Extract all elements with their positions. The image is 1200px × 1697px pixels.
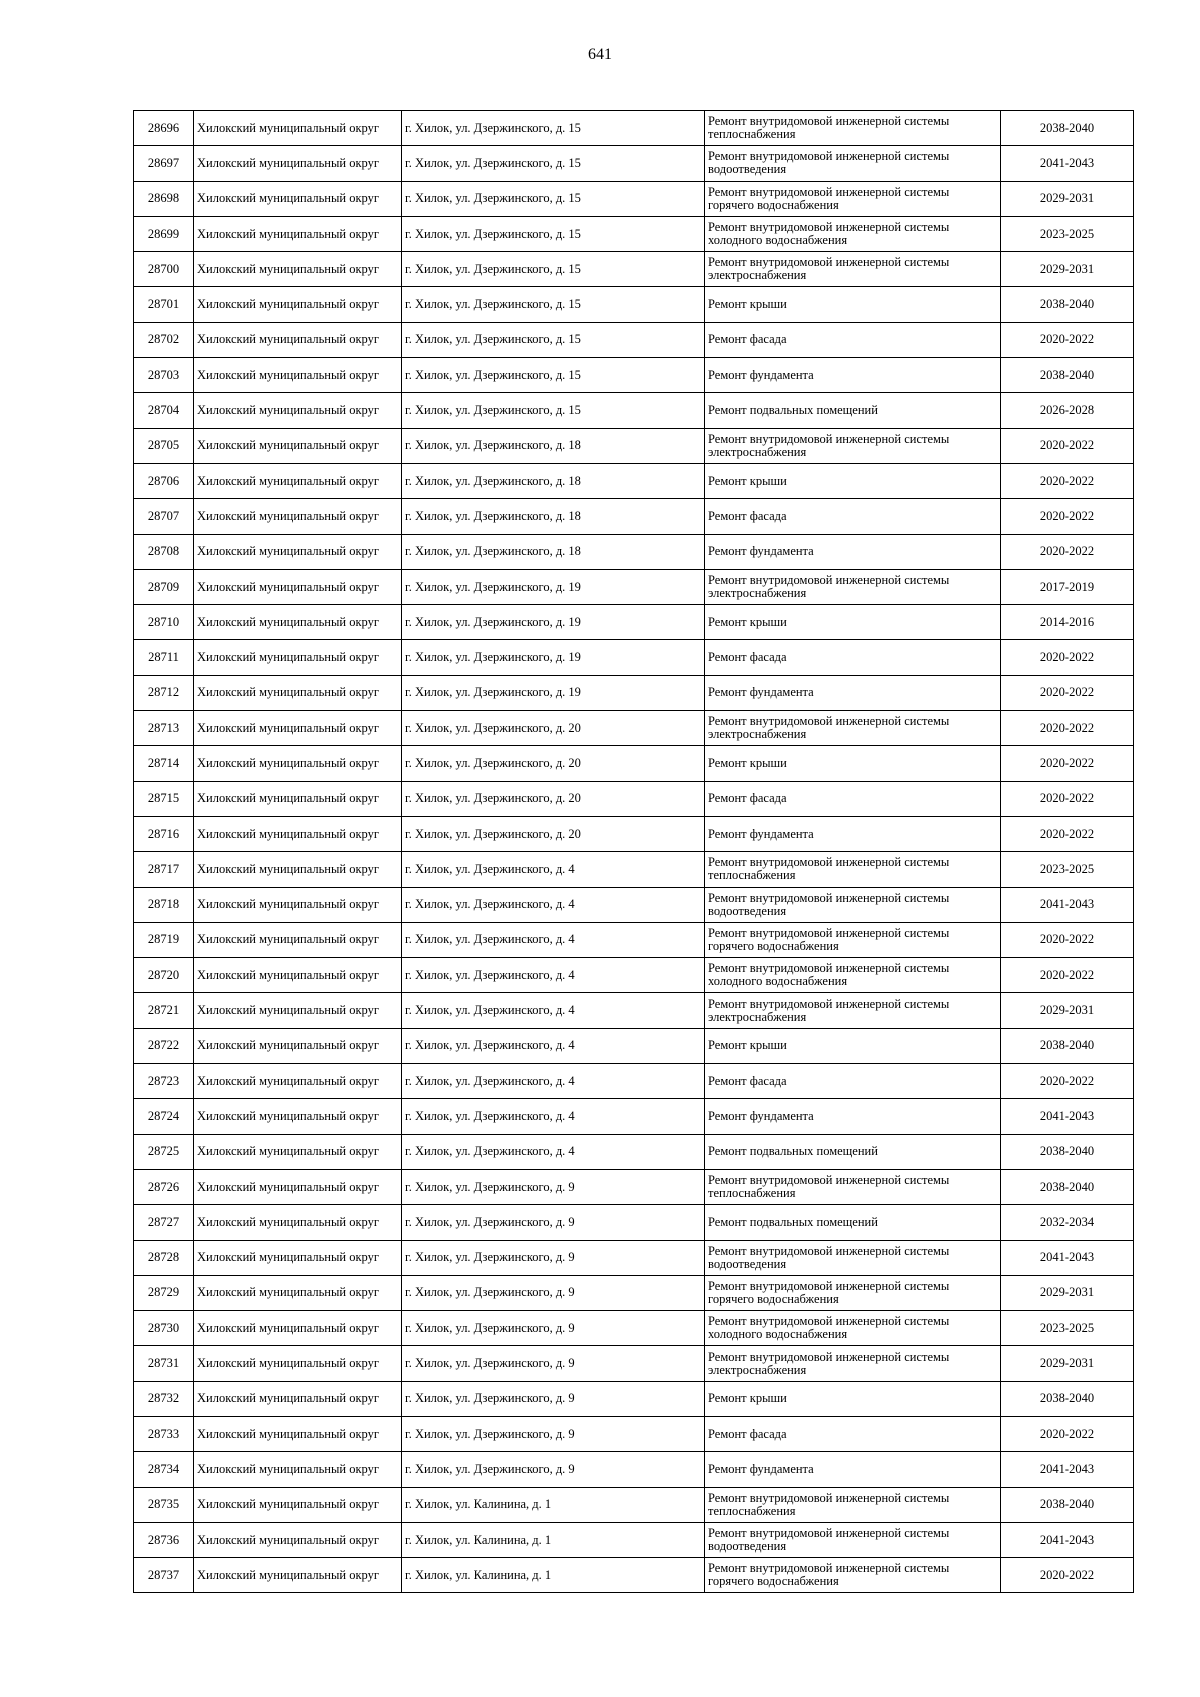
- address-cell: г. Хилок, ул. Калинина, д. 1: [402, 1558, 705, 1593]
- municipality-cell: Хилокский муниципальный округ: [194, 816, 402, 851]
- work-type-cell: Ремонт внутридомовой инженерной системы водоотведения: [705, 1522, 1001, 1557]
- work-type-cell: Ремонт подвальных помещений: [705, 1205, 1001, 1240]
- period-cell: 2041-2043: [1001, 146, 1134, 181]
- municipality-cell: Хилокский муниципальный округ: [194, 1275, 402, 1310]
- table-row: [134, 993, 1134, 1028]
- address-cell: г. Хилок, ул. Дзержинского, д. 19: [402, 675, 705, 710]
- address-cell: г. Хилок, ул. Дзержинского, д. 15: [402, 322, 705, 357]
- municipality-cell: Хилокский муниципальный округ: [194, 1205, 402, 1240]
- work-type-cell: Ремонт фасада: [705, 781, 1001, 816]
- table-row: [134, 675, 1134, 710]
- address-cell: г. Хилок, ул. Дзержинского, д. 20: [402, 781, 705, 816]
- period-cell: 2029-2031: [1001, 1275, 1134, 1310]
- table-row: [134, 1134, 1134, 1169]
- work-type-cell: Ремонт внутридомовой инженерной системы водоотведения: [705, 146, 1001, 181]
- period-cell: 2020-2022: [1001, 746, 1134, 781]
- period-cell: 2020-2022: [1001, 534, 1134, 569]
- row-number-cell: 28731: [134, 1346, 194, 1381]
- work-type-cell: Ремонт крыши: [705, 746, 1001, 781]
- table-row: [134, 1028, 1134, 1063]
- period-cell: 2032-2034: [1001, 1205, 1134, 1240]
- period-cell: 2020-2022: [1001, 1064, 1134, 1099]
- registry-table: [133, 110, 1134, 1593]
- municipality-cell: Хилокский муниципальный округ: [194, 358, 402, 393]
- address-cell: г. Хилок, ул. Калинина, д. 1: [402, 1522, 705, 1557]
- period-cell: 2017-2019: [1001, 569, 1134, 604]
- row-number-cell: 28704: [134, 393, 194, 428]
- period-cell: 2020-2022: [1001, 781, 1134, 816]
- address-cell: г. Хилок, ул. Дзержинского, д. 20: [402, 816, 705, 851]
- row-number-cell: 28720: [134, 958, 194, 993]
- table-row: [134, 499, 1134, 534]
- work-type-cell: Ремонт внутридомовой инженерной системы горячего водоснабжения: [705, 1275, 1001, 1310]
- work-type-cell: Ремонт крыши: [705, 1028, 1001, 1063]
- table-row: [134, 781, 1134, 816]
- work-type-cell: Ремонт фундамента: [705, 1099, 1001, 1134]
- period-cell: 2029-2031: [1001, 1346, 1134, 1381]
- municipality-cell: Хилокский муниципальный округ: [194, 1240, 402, 1275]
- address-cell: г. Хилок, ул. Дзержинского, д. 15: [402, 216, 705, 251]
- address-cell: г. Хилок, ул. Дзержинского, д. 19: [402, 640, 705, 675]
- address-cell: г. Хилок, ул. Дзержинского, д. 9: [402, 1452, 705, 1487]
- address-cell: г. Хилок, ул. Дзержинского, д. 9: [402, 1275, 705, 1310]
- row-number-cell: 28727: [134, 1205, 194, 1240]
- work-type-cell: Ремонт подвальных помещений: [705, 1134, 1001, 1169]
- municipality-cell: Хилокский муниципальный округ: [194, 181, 402, 216]
- work-type-cell: Ремонт внутридомовой инженерной системы водоотведения: [705, 887, 1001, 922]
- address-cell: г. Хилок, ул. Дзержинского, д. 18: [402, 463, 705, 498]
- municipality-cell: Хилокский муниципальный округ: [194, 1416, 402, 1451]
- address-cell: г. Хилок, ул. Дзержинского, д. 9: [402, 1240, 705, 1275]
- table-row: [134, 1240, 1134, 1275]
- municipality-cell: Хилокский муниципальный округ: [194, 216, 402, 251]
- address-cell: г. Хилок, ул. Калинина, д. 1: [402, 1487, 705, 1522]
- period-cell: 2020-2022: [1001, 816, 1134, 851]
- municipality-cell: Хилокский муниципальный округ: [194, 887, 402, 922]
- row-number-cell: 28701: [134, 287, 194, 322]
- municipality-cell: Хилокский муниципальный округ: [194, 1522, 402, 1557]
- period-cell: 2023-2025: [1001, 852, 1134, 887]
- address-cell: г. Хилок, ул. Дзержинского, д. 18: [402, 534, 705, 569]
- row-number-cell: 28716: [134, 816, 194, 851]
- table-row: [134, 1169, 1134, 1204]
- period-cell: 2023-2025: [1001, 1311, 1134, 1346]
- work-type-cell: Ремонт внутридомовой инженерной системы электроснабжения: [705, 428, 1001, 463]
- municipality-cell: Хилокский муниципальный округ: [194, 1169, 402, 1204]
- address-cell: г. Хилок, ул. Дзержинского, д. 4: [402, 922, 705, 957]
- municipality-cell: Хилокский муниципальный округ: [194, 569, 402, 604]
- address-cell: г. Хилок, ул. Дзержинского, д. 15: [402, 252, 705, 287]
- work-type-cell: Ремонт внутридомовой инженерной системы электроснабжения: [705, 569, 1001, 604]
- row-number-cell: 28698: [134, 181, 194, 216]
- work-type-cell: Ремонт фундамента: [705, 1452, 1001, 1487]
- row-number-cell: 28736: [134, 1522, 194, 1557]
- period-cell: 2041-2043: [1001, 1452, 1134, 1487]
- row-number-cell: 28723: [134, 1064, 194, 1099]
- municipality-cell: Хилокский муниципальный округ: [194, 252, 402, 287]
- municipality-cell: Хилокский муниципальный округ: [194, 746, 402, 781]
- table-row: [134, 1522, 1134, 1557]
- municipality-cell: Хилокский муниципальный округ: [194, 1487, 402, 1522]
- municipality-cell: Хилокский муниципальный округ: [194, 428, 402, 463]
- address-cell: г. Хилок, ул. Дзержинского, д. 19: [402, 569, 705, 604]
- period-cell: 2041-2043: [1001, 1240, 1134, 1275]
- work-type-cell: Ремонт фасада: [705, 1416, 1001, 1451]
- address-cell: г. Хилок, ул. Дзержинского, д. 9: [402, 1169, 705, 1204]
- row-number-cell: 28719: [134, 922, 194, 957]
- table-row: [134, 1064, 1134, 1099]
- table-row: [134, 287, 1134, 322]
- period-cell: 2026-2028: [1001, 393, 1134, 428]
- address-cell: г. Хилок, ул. Дзержинского, д. 4: [402, 852, 705, 887]
- table-row: [134, 216, 1134, 251]
- period-cell: 2020-2022: [1001, 640, 1134, 675]
- work-type-cell: Ремонт фундамента: [705, 358, 1001, 393]
- work-type-cell: Ремонт фундамента: [705, 675, 1001, 710]
- period-cell: 2038-2040: [1001, 287, 1134, 322]
- municipality-cell: Хилокский муниципальный округ: [194, 1311, 402, 1346]
- row-number-cell: 28729: [134, 1275, 194, 1310]
- row-number-cell: 28710: [134, 605, 194, 640]
- municipality-cell: Хилокский муниципальный округ: [194, 958, 402, 993]
- table-row: [134, 640, 1134, 675]
- work-type-cell: Ремонт внутридомовой инженерной системы холодного водоснабжения: [705, 958, 1001, 993]
- work-type-cell: Ремонт внутридомовой инженерной системы горячего водоснабжения: [705, 922, 1001, 957]
- row-number-cell: 28711: [134, 640, 194, 675]
- work-type-cell: Ремонт внутридомовой инженерной системы холодного водоснабжения: [705, 216, 1001, 251]
- row-number-cell: 28715: [134, 781, 194, 816]
- period-cell: 2041-2043: [1001, 887, 1134, 922]
- work-type-cell: Ремонт внутридомовой инженерной системы электроснабжения: [705, 252, 1001, 287]
- row-number-cell: 28700: [134, 252, 194, 287]
- table-row: [134, 1487, 1134, 1522]
- address-cell: г. Хилок, ул. Дзержинского, д. 4: [402, 1134, 705, 1169]
- municipality-cell: Хилокский муниципальный округ: [194, 781, 402, 816]
- work-type-cell: Ремонт крыши: [705, 1381, 1001, 1416]
- period-cell: 2020-2022: [1001, 922, 1134, 957]
- address-cell: г. Хилок, ул. Дзержинского, д. 15: [402, 393, 705, 428]
- table-row: [134, 1099, 1134, 1134]
- row-number-cell: 28734: [134, 1452, 194, 1487]
- row-number-cell: 28717: [134, 852, 194, 887]
- municipality-cell: Хилокский муниципальный округ: [194, 852, 402, 887]
- municipality-cell: Хилокский муниципальный округ: [194, 1381, 402, 1416]
- period-cell: 2038-2040: [1001, 358, 1134, 393]
- period-cell: 2038-2040: [1001, 111, 1134, 146]
- municipality-cell: Хилокский муниципальный округ: [194, 1558, 402, 1593]
- page-number: 641: [588, 46, 612, 63]
- row-number-cell: 28709: [134, 569, 194, 604]
- table-row: [134, 1275, 1134, 1310]
- table-row: [134, 393, 1134, 428]
- row-number-cell: 28722: [134, 1028, 194, 1063]
- period-cell: 2014-2016: [1001, 605, 1134, 640]
- table-row: [134, 1558, 1134, 1593]
- period-cell: 2041-2043: [1001, 1522, 1134, 1557]
- table-row: [134, 1311, 1134, 1346]
- period-cell: 2038-2040: [1001, 1487, 1134, 1522]
- municipality-cell: Хилокский муниципальный округ: [194, 499, 402, 534]
- period-cell: 2020-2022: [1001, 1416, 1134, 1451]
- table-row: [134, 1346, 1134, 1381]
- row-number-cell: 28697: [134, 146, 194, 181]
- period-cell: 2020-2022: [1001, 1558, 1134, 1593]
- work-type-cell: Ремонт фундамента: [705, 816, 1001, 851]
- row-number-cell: 28718: [134, 887, 194, 922]
- row-number-cell: 28707: [134, 499, 194, 534]
- work-type-cell: Ремонт фундамента: [705, 534, 1001, 569]
- work-type-cell: Ремонт подвальных помещений: [705, 393, 1001, 428]
- period-cell: 2020-2022: [1001, 711, 1134, 746]
- work-type-cell: Ремонт внутридомовой инженерной системы электроснабжения: [705, 993, 1001, 1028]
- work-type-cell: Ремонт внутридомовой инженерной системы теплоснабжения: [705, 852, 1001, 887]
- address-cell: г. Хилок, ул. Дзержинского, д. 18: [402, 428, 705, 463]
- municipality-cell: Хилокский муниципальный округ: [194, 1134, 402, 1169]
- table-row: [134, 887, 1134, 922]
- row-number-cell: 28726: [134, 1169, 194, 1204]
- table-row: [134, 252, 1134, 287]
- work-type-cell: Ремонт внутридомовой инженерной системы теплоснабжения: [705, 111, 1001, 146]
- row-number-cell: 28713: [134, 711, 194, 746]
- address-cell: г. Хилок, ул. Дзержинского, д. 19: [402, 605, 705, 640]
- period-cell: 2041-2043: [1001, 1099, 1134, 1134]
- table-row: [134, 852, 1134, 887]
- table-row: [134, 605, 1134, 640]
- municipality-cell: Хилокский муниципальный округ: [194, 1099, 402, 1134]
- address-cell: г. Хилок, ул. Дзержинского, д. 4: [402, 993, 705, 1028]
- work-type-cell: Ремонт внутридомовой инженерной системы электроснабжения: [705, 1346, 1001, 1381]
- work-type-cell: Ремонт фасада: [705, 1064, 1001, 1099]
- table-row: [134, 1416, 1134, 1451]
- period-cell: 2038-2040: [1001, 1381, 1134, 1416]
- row-number-cell: 28728: [134, 1240, 194, 1275]
- row-number-cell: 28705: [134, 428, 194, 463]
- work-type-cell: Ремонт внутридомовой инженерной системы водоотведения: [705, 1240, 1001, 1275]
- address-cell: г. Хилок, ул. Дзержинского, д. 20: [402, 711, 705, 746]
- municipality-cell: Хилокский муниципальный округ: [194, 1028, 402, 1063]
- municipality-cell: Хилокский муниципальный округ: [194, 711, 402, 746]
- period-cell: 2029-2031: [1001, 252, 1134, 287]
- municipality-cell: Хилокский муниципальный округ: [194, 1064, 402, 1099]
- work-type-cell: Ремонт внутридомовой инженерной системы теплоснабжения: [705, 1169, 1001, 1204]
- table-row: [134, 146, 1134, 181]
- table-row: [134, 569, 1134, 604]
- work-type-cell: Ремонт фасада: [705, 322, 1001, 357]
- address-cell: г. Хилок, ул. Дзержинского, д. 15: [402, 146, 705, 181]
- work-type-cell: Ремонт внутридомовой инженерной системы теплоснабжения: [705, 1487, 1001, 1522]
- address-cell: г. Хилок, ул. Дзержинского, д. 4: [402, 958, 705, 993]
- table-row: [134, 463, 1134, 498]
- period-cell: 2020-2022: [1001, 675, 1134, 710]
- work-type-cell: Ремонт фасада: [705, 640, 1001, 675]
- period-cell: 2029-2031: [1001, 181, 1134, 216]
- row-number-cell: 28733: [134, 1416, 194, 1451]
- row-number-cell: 28737: [134, 1558, 194, 1593]
- address-cell: г. Хилок, ул. Дзержинского, д. 18: [402, 499, 705, 534]
- municipality-cell: Хилокский муниципальный округ: [194, 1452, 402, 1487]
- table-row: [134, 711, 1134, 746]
- work-type-cell: Ремонт внутридомовой инженерной системы холодного водоснабжения: [705, 1311, 1001, 1346]
- address-cell: г. Хилок, ул. Дзержинского, д. 15: [402, 181, 705, 216]
- table-row: [134, 1452, 1134, 1487]
- row-number-cell: 28699: [134, 216, 194, 251]
- address-cell: г. Хилок, ул. Дзержинского, д. 15: [402, 287, 705, 322]
- address-cell: г. Хилок, ул. Дзержинского, д. 4: [402, 1064, 705, 1099]
- row-number-cell: 28712: [134, 675, 194, 710]
- address-cell: г. Хилок, ул. Дзержинского, д. 9: [402, 1381, 705, 1416]
- period-cell: 2020-2022: [1001, 428, 1134, 463]
- table-row: [134, 322, 1134, 357]
- table-row: [134, 922, 1134, 957]
- row-number-cell: 28730: [134, 1311, 194, 1346]
- row-number-cell: 28732: [134, 1381, 194, 1416]
- municipality-cell: Хилокский муниципальный округ: [194, 640, 402, 675]
- address-cell: г. Хилок, ул. Дзержинского, д. 4: [402, 1099, 705, 1134]
- table-row: [134, 428, 1134, 463]
- row-number-cell: 28706: [134, 463, 194, 498]
- work-type-cell: Ремонт внутридомовой инженерной системы электроснабжения: [705, 711, 1001, 746]
- table-row: [134, 746, 1134, 781]
- period-cell: 2029-2031: [1001, 993, 1134, 1028]
- address-cell: г. Хилок, ул. Дзержинского, д. 9: [402, 1311, 705, 1346]
- municipality-cell: Хилокский муниципальный округ: [194, 322, 402, 357]
- period-cell: 2020-2022: [1001, 322, 1134, 357]
- table-row: [134, 958, 1134, 993]
- municipality-cell: Хилокский муниципальный округ: [194, 287, 402, 322]
- period-cell: 2038-2040: [1001, 1134, 1134, 1169]
- address-cell: г. Хилок, ул. Дзержинского, д. 4: [402, 887, 705, 922]
- row-number-cell: 28721: [134, 993, 194, 1028]
- table-row: [134, 816, 1134, 851]
- address-cell: г. Хилок, ул. Дзержинского, д. 9: [402, 1205, 705, 1240]
- work-type-cell: Ремонт внутридомовой инженерной системы горячего водоснабжения: [705, 1558, 1001, 1593]
- municipality-cell: Хилокский муниципальный округ: [194, 675, 402, 710]
- row-number-cell: 28724: [134, 1099, 194, 1134]
- period-cell: 2038-2040: [1001, 1028, 1134, 1063]
- address-cell: г. Хилок, ул. Дзержинского, д. 4: [402, 1028, 705, 1063]
- municipality-cell: Хилокский муниципальный округ: [194, 146, 402, 181]
- work-type-cell: Ремонт фасада: [705, 499, 1001, 534]
- municipality-cell: Хилокский муниципальный округ: [194, 111, 402, 146]
- table-row: [134, 1381, 1134, 1416]
- work-type-cell: Ремонт крыши: [705, 605, 1001, 640]
- row-number-cell: 28696: [134, 111, 194, 146]
- period-cell: 2020-2022: [1001, 463, 1134, 498]
- work-type-cell: Ремонт внутридомовой инженерной системы горячего водоснабжения: [705, 181, 1001, 216]
- period-cell: 2020-2022: [1001, 958, 1134, 993]
- municipality-cell: Хилокский муниципальный округ: [194, 534, 402, 569]
- work-type-cell: Ремонт крыши: [705, 463, 1001, 498]
- municipality-cell: Хилокский муниципальный округ: [194, 605, 402, 640]
- table-row: [134, 358, 1134, 393]
- work-type-cell: Ремонт крыши: [705, 287, 1001, 322]
- table-row: [134, 181, 1134, 216]
- table-row: [134, 534, 1134, 569]
- table-row: [134, 1205, 1134, 1240]
- row-number-cell: 28725: [134, 1134, 194, 1169]
- municipality-cell: Хилокский муниципальный округ: [194, 1346, 402, 1381]
- period-cell: 2023-2025: [1001, 216, 1134, 251]
- address-cell: г. Хилок, ул. Дзержинского, д. 15: [402, 111, 705, 146]
- row-number-cell: 28708: [134, 534, 194, 569]
- address-cell: г. Хилок, ул. Дзержинского, д. 20: [402, 746, 705, 781]
- row-number-cell: 28703: [134, 358, 194, 393]
- period-cell: 2038-2040: [1001, 1169, 1134, 1204]
- municipality-cell: Хилокский муниципальный округ: [194, 393, 402, 428]
- row-number-cell: 28714: [134, 746, 194, 781]
- municipality-cell: Хилокский муниципальный округ: [194, 922, 402, 957]
- registry-table-body: [134, 111, 1134, 1593]
- municipality-cell: Хилокский муниципальный округ: [194, 993, 402, 1028]
- table-row: [134, 111, 1134, 146]
- row-number-cell: 28702: [134, 322, 194, 357]
- municipality-cell: Хилокский муниципальный округ: [194, 463, 402, 498]
- address-cell: г. Хилок, ул. Дзержинского, д. 9: [402, 1416, 705, 1451]
- address-cell: г. Хилок, ул. Дзержинского, д. 15: [402, 358, 705, 393]
- address-cell: г. Хилок, ул. Дзержинского, д. 9: [402, 1346, 705, 1381]
- period-cell: 2020-2022: [1001, 499, 1134, 534]
- row-number-cell: 28735: [134, 1487, 194, 1522]
